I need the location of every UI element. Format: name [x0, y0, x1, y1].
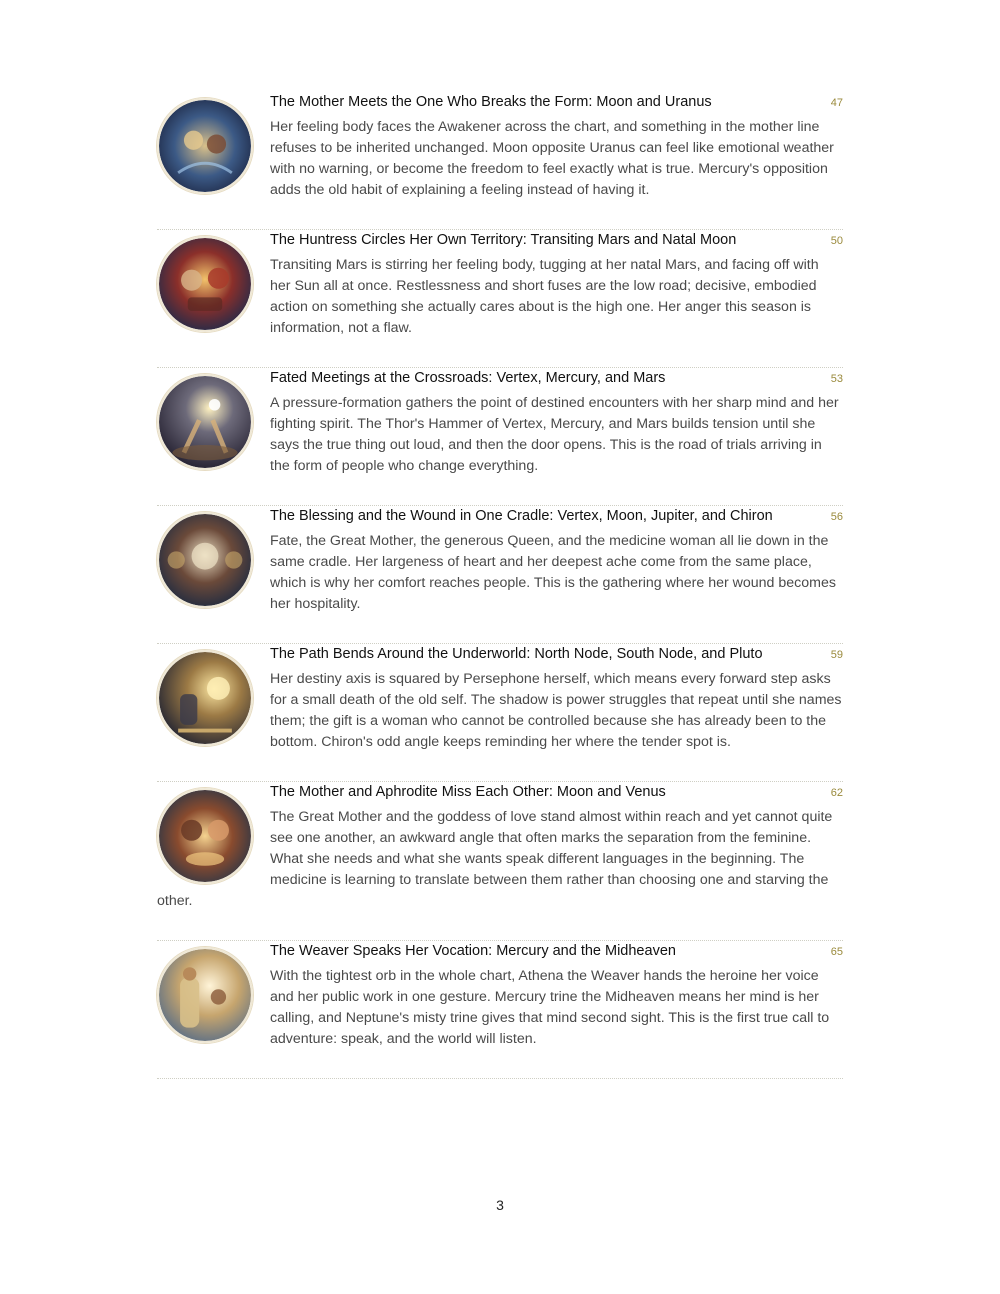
toc-entry-title: The Mother Meets the One Who Breaks the Form: Moon and Uranus [270, 94, 712, 110]
toc-page-number: 50 [830, 235, 843, 247]
toc-entry-title: Fated Meetings at the Crossroads: Vertex, Mercury, and Mars [270, 370, 666, 386]
toc-page-number: 53 [830, 373, 843, 385]
toc-entry-description: Her destiny axis is squared by Persephone herself, which means every forward step asks for a small death of the old self. The shadow is power struggles that repeat until she names them; the gift is a woman who cannot be controlled because she has already been to the bottom. Chiron's odd angle keeps reminding her where the tender spot is. [270, 671, 842, 750]
toc-entry-description: Transiting Mars is stirring her feeling body, tugging at her natal Mars, and facing off with her Sun all at once. Restlessness and short fuses are the low road; decisive, embodied action on something she actually cares about is the high one. Her anger this season is information, not a flaw. [270, 257, 819, 336]
cradle-illustration [157, 512, 253, 608]
toc-entry[interactable] [157, 941, 843, 1079]
mars-moon-illustration [157, 236, 253, 332]
toc-entry-description: Fate, the Great Mother, the generous Queen, and the medicine woman all lie down in the same cradle. Her largeness of heart and her deepest ache come from the same place, which is why her comfort reaches people. This is the gathering where her wound becomes her hospitality. [270, 533, 836, 612]
moon-uranus-illustration [157, 98, 253, 194]
toc-entry-title: The Path Bends Around the Underworld: North Node, South Node, and Pluto [270, 646, 763, 662]
toc-entry-title: The Huntress Circles Her Own Territory: Transiting Mars and Natal Moon [270, 232, 737, 248]
toc-entry-title: The Blessing and the Wound in One Cradle: Vertex, Moon, Jupiter, and Chiron [270, 508, 773, 524]
page-number: 3 [496, 1197, 504, 1213]
toc-entry[interactable] [157, 230, 843, 368]
underworld-illustration [157, 650, 253, 746]
toc-page-number: 47 [830, 97, 843, 109]
toc-entry-description: Her feeling body faces the Awakener across the chart, and something in the mother line refuses to be inherited unchanged. Moon opposite Uranus can feel like emotional weather with no warning, or become the freedom to feel exactly what is true. Mercury's opposition adds the old habit of explaining a feeling instead of having it. [270, 119, 834, 198]
toc-entry-description: The Great Mother and the goddess of love stand almost within reach and yet cannot quite see one another, an awkward angle that often marks the separation from the feminine. What she needs and what she wants speak different languages in the beginning. The medicine is learning to translate between them rather than choosing one and starving the other. [157, 809, 833, 909]
toc-page-number: 65 [830, 946, 843, 958]
toc-entry-title: The Weaver Speaks Her Vocation: Mercury and the Midheaven [270, 943, 676, 959]
toc-page-number: 59 [830, 649, 843, 661]
toc-entry[interactable] [157, 506, 843, 644]
toc-entry[interactable] [157, 92, 843, 230]
toc-page-number: 56 [830, 511, 843, 523]
toc-page-number: 62 [830, 787, 843, 799]
table-of-contents [157, 92, 843, 1079]
toc-entry-description: With the tightest orb in the whole chart, Athena the Weaver hands the heroine her voice and her public work in one gesture. Mercury trine the Midheaven means her mind is her calling, and Neptune's misty trine gives that mind second sight. This is the first true call to adventure: speak, and the world will listen. [270, 968, 830, 1047]
moon-venus-illustration [157, 788, 253, 884]
crossroads-illustration [157, 374, 253, 470]
weaver-illustration [157, 947, 253, 1043]
toc-entry-title: The Mother and Aphrodite Miss Each Other: Moon and Venus [270, 784, 666, 800]
toc-entry-description: A pressure-formation gathers the point of destined encounters with her sharp mind and her fighting spirit. The Thor's Hammer of Vertex, Mercury, and Mars builds tension until she says the true thing out loud, and then the door opens. This is the road of trials arriving in the form of people who change everything. [270, 395, 839, 474]
toc-entry[interactable] [157, 368, 843, 506]
toc-entry[interactable] [157, 782, 843, 941]
toc-entry[interactable] [157, 644, 843, 782]
